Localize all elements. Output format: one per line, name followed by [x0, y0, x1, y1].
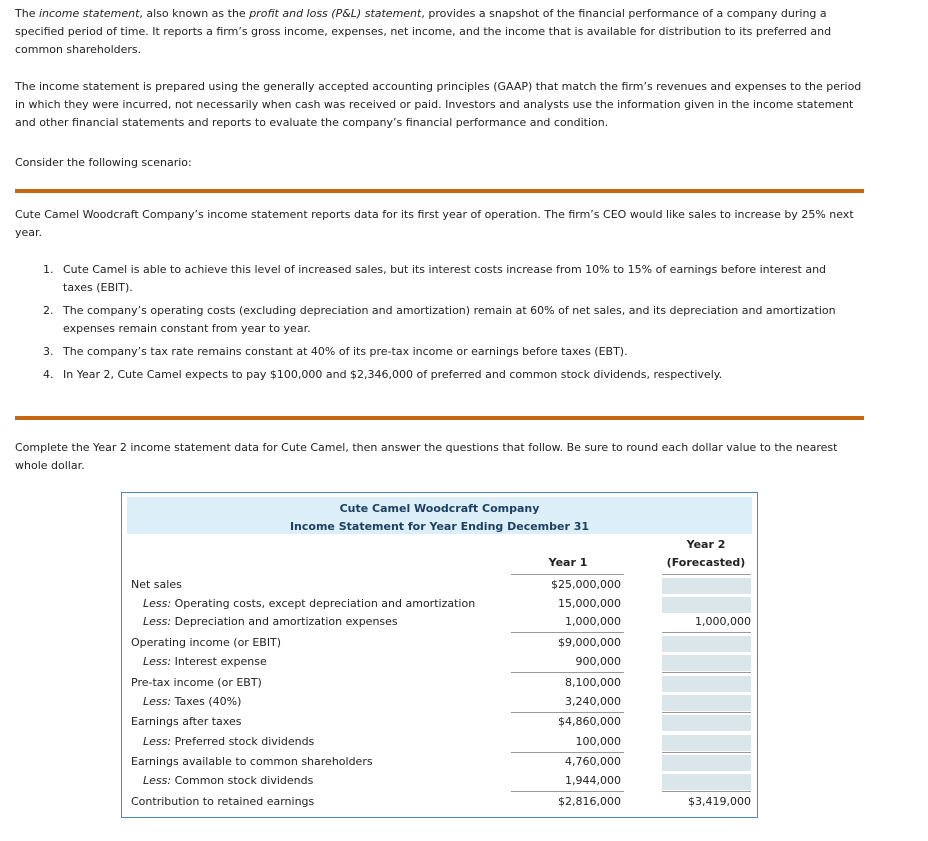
year2-header-line2: (Forecasted): [666, 556, 746, 569]
year1-depreciation: 1,000,000: [565, 615, 621, 628]
scenario-list: [43, 261, 843, 389]
year2-depreciation: 1,000,000: [695, 615, 751, 628]
row-label-preferred-dividends: Less: Preferred stock dividends: [143, 735, 315, 748]
intro-paragraph-3: Consider the following scenario:: [15, 156, 192, 169]
row-label-ebit: Operating income (or EBIT): [131, 636, 282, 649]
year1-net-sales: $25,000,000: [551, 578, 621, 591]
header-underline: [511, 574, 624, 575]
row-label-operating-costs: Less: Operating costs, except depreciation and amortization: [143, 597, 476, 610]
list-item: 3. The company’s tax rate remains constant at 40% of its pre-tax income or earnings before taxes (EBT).: [43, 345, 628, 358]
year2-common-dividends-input[interactable]: [662, 774, 751, 790]
term-income-statement: income statement: [38, 7, 140, 20]
year1-preferred-dividends: 100,000: [575, 735, 621, 748]
row-label-taxes: Less: Taxes (40%): [143, 695, 242, 708]
section-divider: [15, 189, 864, 193]
row-label-interest: Less: Interest expense: [143, 655, 267, 668]
intro-paragraph-1: [15, 5, 870, 59]
year1-common-dividends: 1,944,000: [565, 774, 621, 787]
subtotal-line: [662, 752, 751, 753]
header-underline: [662, 574, 751, 575]
list-item: 2. The company’s operating costs (excluding depreciation and amortization) remain at 60% of net sales, and its depreciation and amortization expenses remain constant from year to year.: [43, 304, 836, 335]
row-label-depreciation: Less: Depreciation and amortization expenses: [143, 615, 398, 628]
year2-ebt-input[interactable]: [662, 676, 751, 692]
row-label-ebt: Pre-tax income (or EBT): [131, 676, 262, 689]
instructions-text: Complete the Year 2 income statement data for Cute Camel, then answer the questions that follow. Be sure to round each dollar value to the nearest whole dollar.: [15, 441, 838, 472]
year1-earnings-after-taxes: $4,860,000: [558, 715, 621, 728]
year2-header-line1: Year 2: [686, 538, 726, 551]
intro-text: , provides a snapshot of the financial performance of a company during a specified period of time. It reports a firm’s gross income, expenses, net income, and the income that is available for distribution to its preferred and common shareholders.: [15, 7, 832, 56]
statement-title: Income Statement for Year Ending December 31: [289, 520, 590, 533]
year1-ebt: 8,100,000: [565, 676, 621, 689]
subtotal-line: [511, 791, 624, 792]
year2-ebit-input[interactable]: [662, 636, 751, 652]
year2-net-sales-input[interactable]: [662, 578, 751, 594]
term-profit-and-loss: profit and loss (P&L) statement: [249, 7, 422, 20]
year1-operating-costs: 15,000,000: [558, 597, 621, 610]
income-statement-table: [121, 492, 758, 818]
year1-earnings-available-common: 4,760,000: [565, 755, 621, 768]
year1-header: Year 1: [548, 556, 588, 569]
row-label-earnings-after-taxes: Earnings after taxes: [131, 715, 242, 728]
list-item: 4. In Year 2, Cute Camel expects to pay $100,000 and $2,346,000 of preferred and common stock dividends, respectively.: [43, 368, 723, 381]
row-label-earnings-available-common: Earnings available to common shareholders: [131, 755, 373, 768]
row-label-net-sales: Net sales: [131, 578, 182, 591]
year1-taxes: 3,240,000: [565, 695, 621, 708]
scenario-text: Cute Camel Woodcraft Company’s income statement reports data for its first year of operation. The firm’s CEO would like sales to increase by 25% next year.: [15, 208, 854, 239]
year2-preferred-dividends-input[interactable]: [662, 735, 751, 751]
row-label-retained-earnings: Contribution to retained earnings: [131, 795, 315, 808]
year1-ebit: $9,000,000: [558, 636, 621, 649]
year2-operating-costs-input[interactable]: [662, 597, 751, 613]
year2-taxes-input[interactable]: [662, 695, 751, 711]
subtotal-line: [662, 672, 751, 673]
year2-retained-earnings: $3,419,000: [688, 795, 751, 808]
intro-text: The: [15, 7, 39, 20]
subtotal-line: [662, 712, 751, 713]
intro-text: , also known as the: [139, 7, 250, 20]
year1-retained-earnings: $2,816,000: [558, 795, 621, 808]
subtotal-line: [511, 632, 624, 633]
list-item: 1. Cute Camel is able to achieve this level of increased sales, but its interest costs increase from 10% to 15% of earnings before interest and taxes (EBIT).: [43, 263, 827, 294]
section-divider: [15, 416, 864, 420]
year1-interest: 900,000: [575, 655, 621, 668]
subtotal-line: [662, 632, 751, 633]
row-label-common-dividends: Less: Common stock dividends: [143, 774, 314, 787]
subtotal-line: [662, 791, 751, 792]
intro-paragraph-2: The income statement is prepared using the generally accepted accounting principles (GAAP) that match the firm’s revenues and expenses to the period in which they were incurred, not necessarily when cash was received or paid. Investors and analysts use the information given in the income statement and other financial statements and reports to evaluate the company’s financial performance and condition.: [15, 80, 862, 129]
subtotal-line: [511, 672, 624, 673]
company-name: Cute Camel Woodcraft Company: [339, 502, 540, 515]
year2-interest-input[interactable]: [662, 655, 751, 671]
year2-earnings-available-common-input[interactable]: [662, 755, 751, 771]
year2-earnings-after-taxes-input[interactable]: [662, 715, 751, 731]
